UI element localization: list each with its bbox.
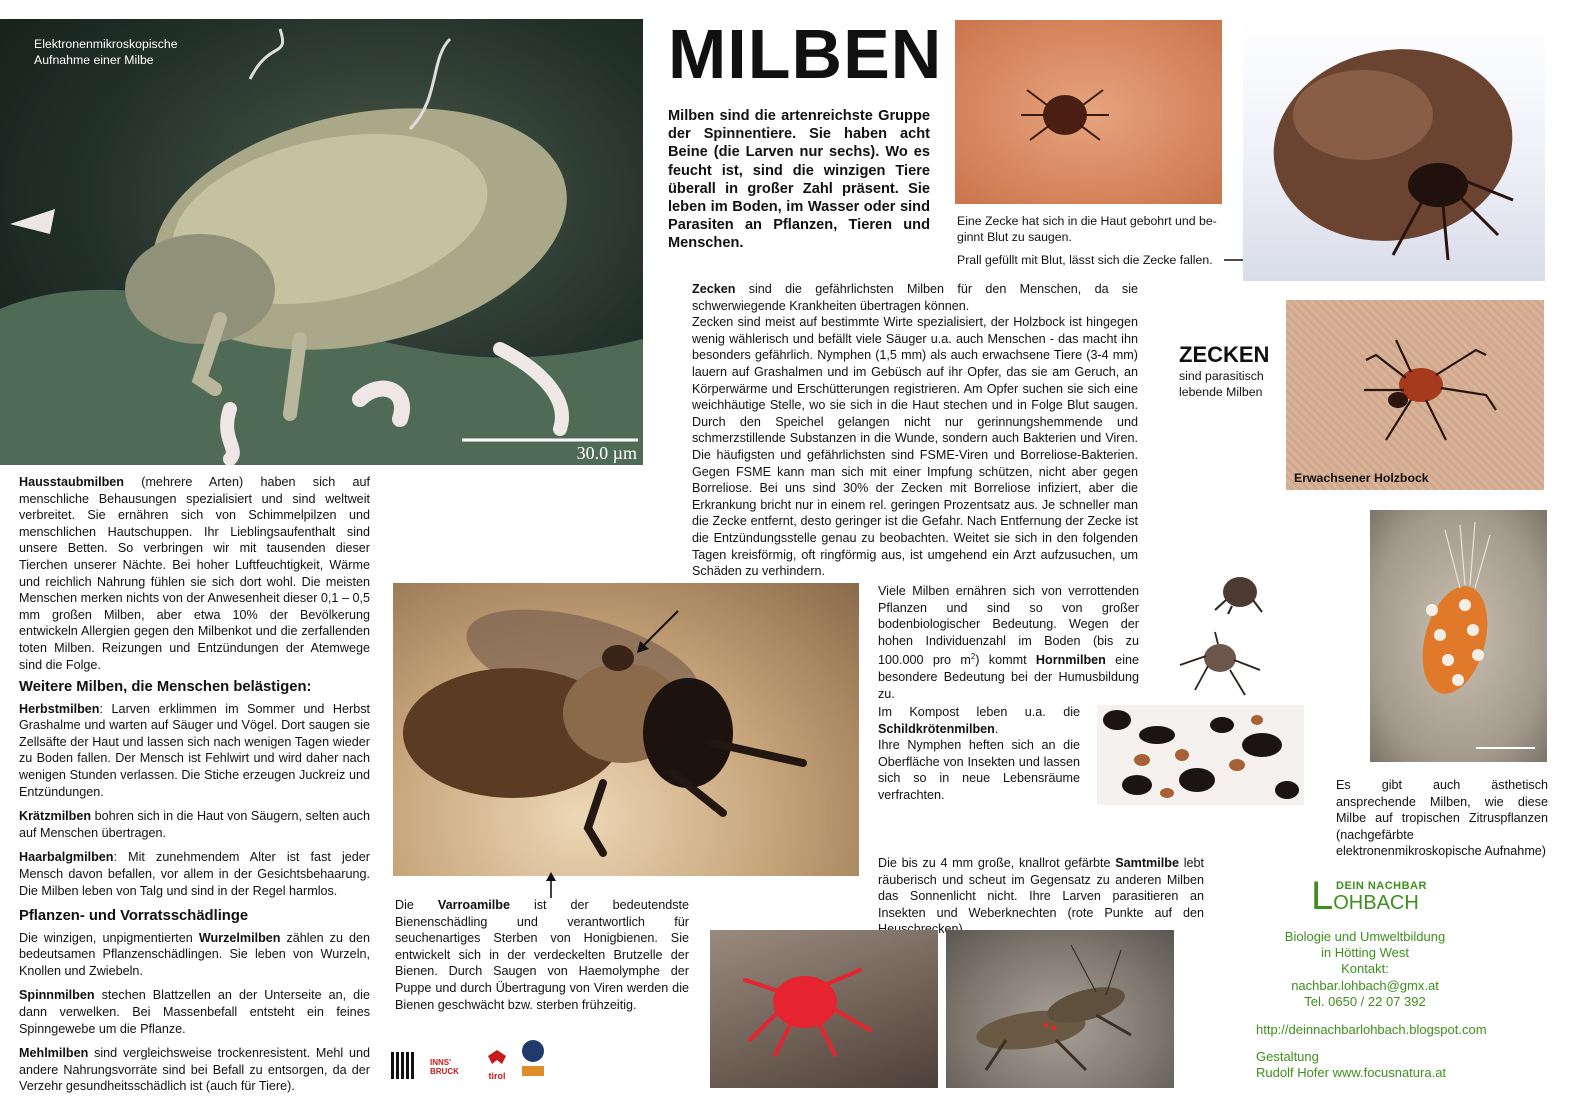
engorged-tick-caption: Prall gefüllt mit Blut, lässt sich die Zecke fallen. [957, 253, 1213, 267]
scale-bar-label: 30.0 µm [576, 443, 637, 463]
tirol-label: tirol [488, 1071, 506, 1081]
lohbach-logo [1311, 876, 1419, 916]
arrow-up-icon [545, 872, 557, 898]
samt-body: lebt räuberisch und scheut im Gegensatz zu anderen Milben das Sonnenlicht nicht. Ihre Larven parasitieren an Insekten und Weberknechten (rote Punkte auf den [878, 856, 1204, 920]
tick-skin-caption-line1: Eine Zecke hat sich in die Haut gebohrt und be- [957, 214, 1217, 228]
schild-body: Ihre Nymphen heften sich an die Oberfläche von Insekten und lassen sich so in neue Lebensräume verfrachten. [878, 738, 1080, 802]
hornmilben-pre: Viele Milben ernähren sich von verrottenden Pflanzen und sind so von großer bodenbiologischer Bedeutung. Wegen der hohen Individuenzahl im Boden (bis zu 100.000 pro m [878, 584, 1139, 668]
schildkroetenmilben-photo [1097, 705, 1304, 805]
engorged-tick-photo [1243, 20, 1545, 281]
samtmilbe-text [878, 855, 1204, 938]
hornmilben-mid: ) kommt [975, 653, 1036, 668]
samtmilbe-photo [710, 930, 938, 1088]
tick-small-illustration [955, 20, 1222, 204]
tick-skin-caption [957, 213, 1217, 245]
varroa-text [395, 897, 689, 1013]
weitere-section [19, 679, 370, 899]
zitrus-mite-photo [1370, 510, 1547, 762]
schild-illustration [1097, 705, 1304, 805]
lohbach-line3: Kontakt: [1341, 961, 1389, 977]
eagle-icon [484, 1048, 510, 1066]
hornmilben-sup: 2 [970, 652, 976, 662]
hausstaub-section [19, 474, 370, 673]
zecken-heading: ZECKEN [1179, 342, 1270, 367]
zecken-sub-line1: sind parasitisch [1179, 369, 1264, 383]
gestaltung-credit[interactable]: Rudolf Hofer www.focusnatura.at [1256, 1065, 1447, 1081]
pflanzen-section [19, 908, 370, 1095]
herbstmilben-text: : Larven erklimmen im Sommer und Herbst Grashalme und warten auf Säuger und Vögel. Dort saugen sie Zellsäfte der Haut und lassen sich nach wenigen Tagen wieder zu Boden fallen. Der Mensch ist Fehlwirt und wird daher nach wenigen Stunden verlassen. Die Stiche erzeugen Juckreiz und Entzündungen. [19, 701, 370, 799]
zecken-sub-line2: lebende Milben [1179, 385, 1263, 399]
samt-term: Samtmilbe [1115, 856, 1179, 870]
lohbach-tel: Tel. 0650 / 22 07 392 [1304, 993, 1426, 1009]
spinnmilben-text: stechen Blattzellen an der Unterseite an, die dann verwelken. Bei Massenbefall entsteht ein feines Spinngewebe um die Pflanze. [19, 988, 370, 1036]
schild-dot: . [994, 721, 999, 736]
varroa-body: ist der bedeutendste Bienenschädling und verantwortlich für seuchenartiges Sterben von Honigbienen. Sie entwickelt sich in der verdeckelten Brutzelle der Bienen. Durch Saugen von Haemolymphe der Puppe und durch Übertragung von Viren werden die Bienen geschwächt bzw. sterben frühzeitig. [395, 898, 690, 1012]
holzbock-illustration [1286, 300, 1544, 490]
lohbach-dein: DEIN NACHBAR [1336, 880, 1427, 892]
tirol-logo [484, 1048, 510, 1079]
zecken-subheading [1179, 368, 1264, 400]
samtmilbe-illustration [710, 930, 938, 1088]
mehlmilben-term: Mehlmilben [19, 1046, 89, 1061]
schild-term: Schildkrötenmilben [878, 721, 995, 736]
lohbach-logo-rest: OHBACH [1333, 892, 1419, 914]
weitere-heading: Weitere Milben, die Menschen belästigen: [19, 679, 312, 695]
gestaltung-block [1256, 1049, 1446, 1081]
mite-illustration [0, 19, 643, 465]
innsbruck-line1: INNS' [430, 1058, 452, 1067]
grasshopper-photo [946, 930, 1174, 1088]
kraetzmilben-text: bohren sich in die Haut von Säugern, selten auch auf Menschen übertragen. [19, 809, 370, 840]
wurzelmilben-term: Wurzelmilben [198, 930, 281, 945]
gestaltung-label: Gestaltung [1256, 1049, 1319, 1064]
spinnmilben-term: Spinnmilben [19, 988, 95, 1003]
lohbach-info [1280, 929, 1450, 1010]
hornmilben-body: eine besondere Bedeutung bei der Humusbildung zu. [878, 653, 1139, 701]
page-title: MILBEN [668, 15, 943, 93]
varroa-pre: Die [395, 898, 438, 912]
innsbruck-logo [430, 1058, 459, 1076]
wurzel-pre: Die winzigen, unpigmentierten [19, 930, 199, 945]
intro-text: Milben sind die artenreichste Gruppe der Spinnentiere. Sie haben acht Beine (die Larven nur sechs). Wo es feucht ist, sind die winzigen Tiere überall in großer Zahl präsent. Sie leben im Boden, im Wasser oder sind Parasiten an Pflanzen, Tieren und Menschen. [668, 108, 930, 252]
hornmilben-illustration [1160, 570, 1275, 700]
haarbalgmilben-text: : Mit zunehmendem Alter ist fast jeder Mensch davon befallen, vor allem in der Gesichtsbehaarung. Die Milben leben von Talg und sind in der Regel harmlos. [19, 850, 370, 898]
hornmilben-photo [1160, 570, 1275, 700]
haarbalgmilben-term: Haarbalgmilben [19, 850, 114, 865]
lohbach-email[interactable]: nachbar.lohbach@gmx.at [1291, 977, 1439, 993]
sem-caption-line1: Elektronenmikroskopische [34, 37, 178, 51]
zecken-text [692, 281, 1138, 580]
qr-code [391, 1052, 415, 1079]
sem-mite-photo [0, 19, 643, 465]
engorged-tick-illustration [1243, 20, 1545, 281]
zecken-p1: sind die gefährlichsten Milben für den Menschen, da sie schwerwiegende Krankheiten übertragen können. [692, 282, 1138, 313]
innsbruck-line2: BRUCK [430, 1067, 459, 1076]
wurzelmilben-text: zählen zu den bedeutsamen Pflanzenschädlingen. Sie leben von Wurzeln, Knollen und Zwiebeln. [19, 930, 370, 978]
lohbach-line2: in Hötting West [1321, 945, 1409, 961]
bee-illustration [393, 583, 859, 876]
varroa-term: Varroamilbe [437, 898, 510, 912]
schild-text [878, 704, 1080, 804]
zitrus-caption: Es gibt auch ästhetisch ansprechende Milben, wie diese Milbe auf tropischen Zitruspflanzen (nachgefärbte elektronenmikroskopische Aufnahme) [1336, 778, 1548, 859]
lohbach-logo-l: L [1311, 874, 1334, 918]
mehlmilben-text: sind vergleichsweise trockenresistent. Mehl und andere Nahrungsvorräte sind bei Befall zu entsorgen, da der Verzehr gesundheitsschädlich ist (auch für Tiere). [19, 1046, 370, 1094]
partner-logo [522, 1040, 546, 1078]
herbstmilben-term: Herbstmilben [19, 701, 100, 716]
tick-on-skin-photo [955, 20, 1222, 204]
zecken-p2: Zecken sind meist auf bestimmte Wirte spezialisiert, der Holzbock ist hingegen wenig wählerisch und befällt viele Säuger u.a. auch Menschen - das macht ihn besonders gefährlich. Nymphen (1,5 mm) als auch erwachsene Tiere (3-4 mm) lauern auf Grashalmen und im Gebüsch auf ihr Opfer, das sie am Geruch, an Körperwärme und Erschütterungen registrieren. Am Opfer suchen sie sich eine weichhäutige Stelle, wo sie sich in die Haut stechen und in Folge Blut saugen. Durch den Speichel gelangen nicht nur gerinnungshemmende und schmerzstillende Substanzen in die Wunde, sondern auch Bakterien und Viren. Die häufigsten und gefährlichsten sind FSME-Viren und Borreliose-Bakterien. Gegen FSME kann man sich mit einer Impfung schützen, nicht aber gegen Borreliose. Bei uns sind 30% der Zecken mit Borreliose infiziert, aber die Erkrankung bricht nur in einem rel. geringen Prozentsatz aus. Je schneller man die Zecke entfernt, desto geringer ist die Gefahr. Nach Entfernung der Zecke ist die Entzündungsstelle genau zu beobachten. Weitet sie sich in den folgenden Tagen kreisförmig, oft ringförmig aus, ist umgehend ein Arzt aufzusuchen, um Schäden zu verhindern. [692, 315, 1138, 579]
holzbock-photo [1286, 300, 1544, 490]
hornmilben-text [878, 583, 1139, 702]
pflanzen-heading: Pflanzen- und Vorratsschädlinge [19, 908, 249, 924]
schild-pre: Im Kompost leben u.a. die [878, 705, 1080, 719]
grasshopper-illustration [946, 930, 1174, 1088]
varroa-bee-photo [393, 583, 859, 876]
hornmilben-term: Hornmilben [1035, 653, 1106, 668]
kraetzmilben-term: Krätzmilben [19, 809, 92, 824]
hausstaub-term: Hausstaubmilben [19, 475, 124, 489]
holzbock-caption: Erwachsener Holzbock [1294, 471, 1429, 485]
zitrus-illustration [1370, 510, 1547, 762]
lohbach-url[interactable]: http://deinnachbarlohbach.blogspot.com [1256, 1022, 1487, 1037]
hausstaub-text: (mehrere Arten) haben sich auf menschliche Behausungen spezialisiert und sind weltweit verbreitet. Sie ernähren sich von Schimmelpilzen und menschlichen Hautschuppen. Ihr Lieblingsaufenthalt sind unsere Betten. So verbringen wir mit tausenden dieser Tierchen unserer Nächte. Bei hoher Luftfeuchtigkeit, Wärme und reichlich Nahrung fühlen sie sich dort wohl. Die meisten Menschen merken nichts von der Anwesenheit dieser 0,1 – 0,5 mm großen Milben, aber etwa 10% der Bevölkerung entwickeln Allergien gegen den Milbenkot und die zerfallenden toten Milben. Reizungen und Entzündungen der Atemwege sind die Folge. [19, 475, 370, 672]
zecken-term: Zecken [692, 282, 736, 296]
tick-skin-caption-line2: ginnt Blut zu saugen. [957, 230, 1072, 244]
lohbach-line1: Biologie und Umweltbildung [1284, 929, 1446, 944]
samt-pre: Die bis zu 4 mm große, knallrot gefärbte [878, 856, 1116, 870]
sem-caption-line2: Aufnahme einer Milbe [34, 53, 154, 67]
